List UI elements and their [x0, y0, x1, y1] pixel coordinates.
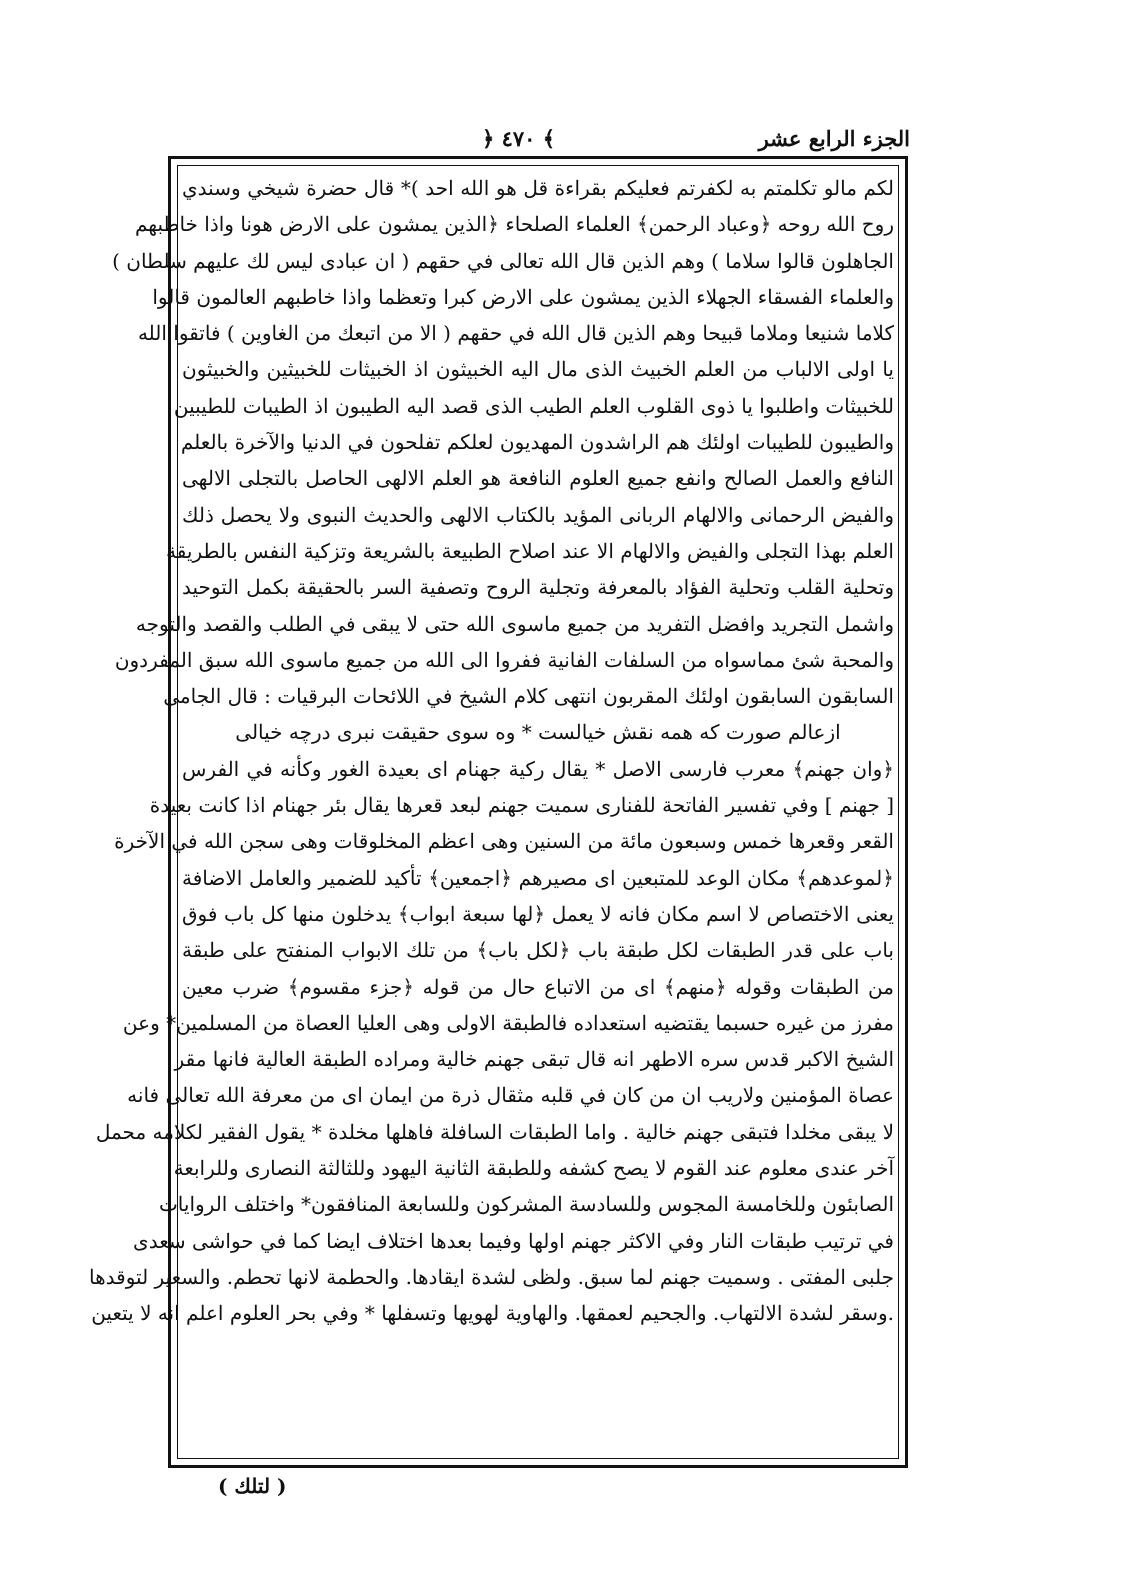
persian-verse: ازعالم صورت كه همه نقش خيالست * وه سوى حقيقت نبرى درچه خيالى — [235, 720, 841, 745]
text-line: العلم بهذا التجلى والفيض والالهام الا عند اصلاح الطبيعة بالشريعة وتزكية النفس بالطريقة — [166, 538, 894, 563]
text-line: [ جهنم ] وفي تفسير الفاتحة للفنارى سميت جهنم لبعد قعرها يقال بئر جهنام اذا كانت بعيدة — [149, 793, 894, 818]
text-line: كلاما شنيعا وملاما قبيحا وهم الذين قال الله في حقهم ( الا من اتبعك من الغاوين ) فاتقوا الله — [137, 321, 894, 346]
text-line: مفرز من غيره حسبما يقتضيه استعداده فالطبقة الاولى وهى العليا العصاة من المسلمين* وعن — [122, 1010, 894, 1035]
text-line: والمحبة شئ مماسواه من السلفات الفانية ففروا الى الله من جميع ماسوى الله سبق المفردون — [114, 647, 894, 672]
text-line: الجاهلون قالوا سلاما ) وهم الذين قال الله تعالى في حقهم ( ان عبادى ليس لك عليهم سلطان ) — [112, 248, 894, 273]
text-line: والفيض الرحمانى والالهام الربانى المؤيد بالكتاب الالهى والحديث النبوى ولا يحصل ذلك — [182, 502, 894, 527]
text-line: يعنى الاختصاص لا اسم مكان فانه لا يعمل ﴿لها سبعة ابواب﴾ يدخلون منها كل باب فوق — [182, 901, 894, 926]
text-line: ﴿وان جهنم﴾ معرب فارسى الاصل * يقال ركية جهنام اى بعيدة الغور وكأنه في الفرس — [182, 756, 894, 781]
text-line: والعلماء الفسقاء الجهلاء الذين يمشون على الارض كبرا وتعظما واذا خاطبهم العالمون قالوا — [152, 284, 894, 309]
text-line: عصاة المؤمنين ولاريب ان من كان في قلبه مثقال ذرة من ايمان اى من معرفة الله تعالى فانه — [127, 1083, 894, 1108]
text-line: يا اولى الالباب من العلم الخبيث الذى مال اليه الخبيثون اذ الخبيثات للخبيثين والخبيثون — [182, 357, 894, 382]
text-line: باب على قدر الطبقات لكل طبقة باب ﴿لكل باب﴾ من تلك الابواب المنفتح على طبقة — [182, 938, 894, 963]
running-title: الجزء الرابع عشر — [758, 126, 910, 151]
text-line: .وسقر لشدة الالتهاب. والجحيم لعمقها. والهاوية لهويها وتسفلها * وفي بحر العلوم اعلم انه لا يتعين — [91, 1301, 894, 1326]
text-line: آخر عندى معلوم عند القوم لا يصح كشفه وللطبقة الثانية اليهود وللثالثة النصارى وللرابعة — [173, 1156, 894, 1181]
text-line: السابقون السابقون اولئك المقربون انتهى كلام الشيخ في اللائحات البرقيات : قال الجامى — [163, 684, 894, 709]
text-line: للخبيثات واطلبوا يا ذوى القلوب العلم الطيب الذى قصد اليه الطيبون اذ الطيبات للطيبين — [173, 393, 894, 418]
main-text-block — [89, 170, 894, 1332]
text-line: ﴿لموعدهم﴾ مكان الوعد للمتبعين اى مصيرهم ﴿اجمعين﴾ تأكيد للضمير والعامل الاضافة — [182, 865, 894, 890]
text-line: النافع والعمل الصالح وانفع جميع العلوم النافعة هو العلم الالهى الحاصل بالتجلى الالهى — [182, 466, 894, 491]
text-line: والطيبون للطيبات اولئك هم الراشدون المهديون لعلكم تفلحون في الدنيا والآخرة بالعلم — [180, 430, 894, 455]
text-line: روح الله روحه ﴿وعباد الرحمن﴾ العلماء الصلحاء ﴿الذين يمشون على الارض هونا واذا خاطبهم — [134, 212, 894, 237]
text-line: القعر وقعرها خمس وسبعون مائة من السنين وهى اعظم المخلوقات وهى سجن الله في الآخرة — [114, 829, 894, 854]
catchword: ( لتلك ) — [218, 1474, 287, 1498]
text-line: من الطبقات وقوله ﴿منهم﴾ اى من الاتباع حال من قوله ﴿جزء مقسوم﴾ ضرب معين — [182, 974, 894, 999]
text-line: لا يبقى مخلدا فتبقى جهنم خالية . واما الطبقات السافلة فاهلها مخلدة * يقول الفقير لكلامه محمل — [95, 1119, 894, 1144]
page-number: ﴾ ٤٧٠ ﴿ — [482, 126, 556, 151]
text-line: الصابئون وللخامسة المجوس وللسادسة المشركون وللسابعة المنافقون* واختلف الروايات — [158, 1192, 894, 1217]
text-line: الشيخ الاكبر قدس سره الاطهر انه قال تبقى جهنم خالية ومراده الطبقة العالية فانها مقر — [174, 1047, 894, 1072]
text-line: جلبى المفتى . وسميت جهنم لما سبق. ولظى لشدة ايقادها. والحطمة لانها تحطم. والسعير لتوقدها — [89, 1264, 894, 1289]
text-line: واشمل التجريد وافضل التفريد من جميع ماسوى الله حتى لا يبقى في الطلب والقصد والتوجه — [135, 611, 894, 636]
text-line: وتحلية القلب وتحلية الفؤاد بالمعرفة وتجلية الروح وتصفية السر بالحقيقة بكمل التوحيد — [182, 575, 894, 600]
text-line: لكم مالو تكلمتم به لكفرتم فعليكم بقراءة قل هو الله احد )* قال حضرة شيخي وسندي — [182, 176, 894, 200]
text-line: في ترتيب طبقات النار وفي الاكثر جهنم اولها وفيما بعدها اختلاف ايضا كما في حواشى سعدى — [133, 1228, 894, 1253]
